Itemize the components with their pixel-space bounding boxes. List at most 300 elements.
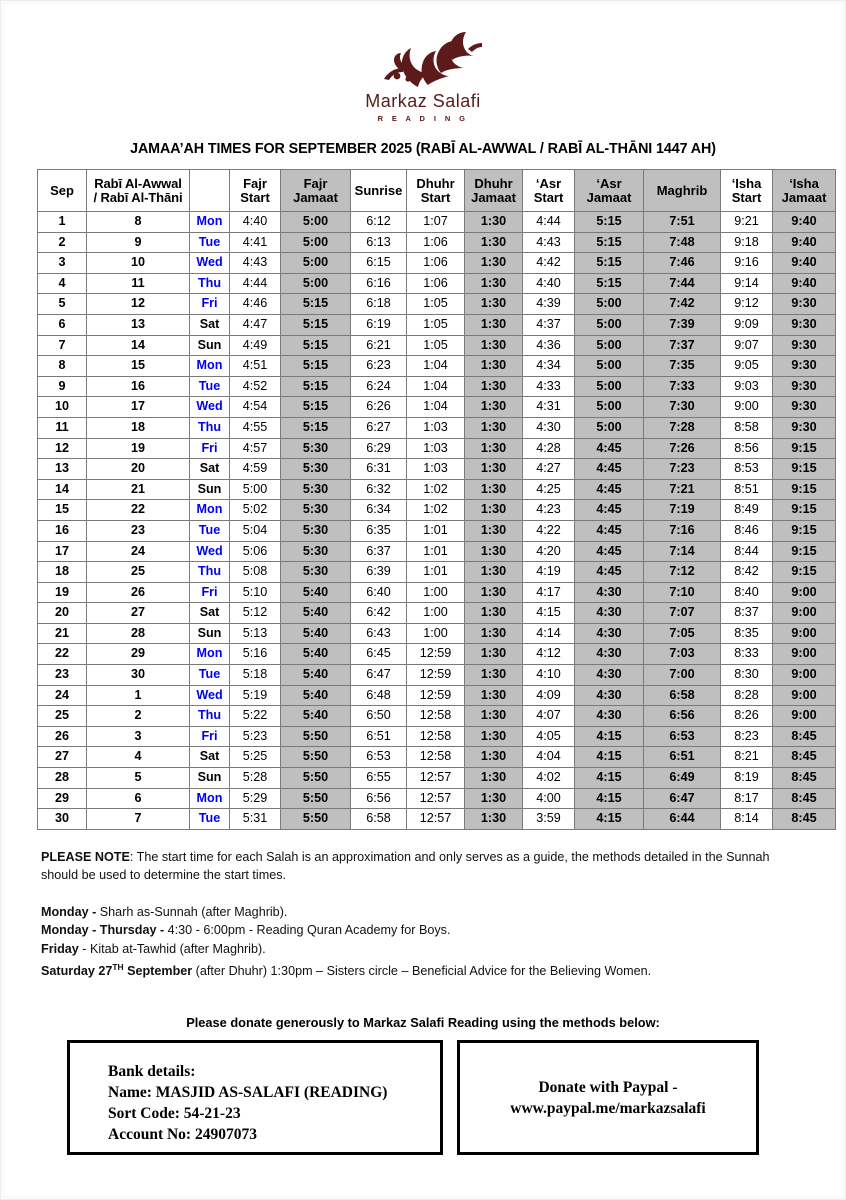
class-saturday-month: September [123, 964, 193, 979]
cell-asr-jamaat: 5:15 [575, 212, 644, 233]
cell-asr-start: 4:33 [523, 376, 575, 397]
cell-sep-day: 29 [38, 788, 87, 809]
cell-maghrib: 6:44 [644, 809, 721, 830]
cell-dhuhr-start: 12:57 [407, 788, 465, 809]
cell-asr-jamaat: 5:00 [575, 397, 644, 418]
cell-sunrise: 6:42 [351, 603, 407, 624]
table-row [38, 335, 836, 356]
cell-isha-start: 8:49 [721, 500, 773, 521]
cell-dhuhr-jamaat: 1:30 [465, 788, 523, 809]
cell-dhuhr-start: 1:06 [407, 253, 465, 274]
cell-fajr-start: 4:43 [230, 253, 281, 274]
cell-dhuhr-jamaat: 1:30 [465, 603, 523, 624]
asr-jamaat-line-1: ‘Asr [596, 175, 622, 191]
table-row [38, 562, 836, 583]
cell-isha-jamaat: 9:30 [773, 356, 836, 377]
cell-fajr-start: 4:47 [230, 314, 281, 335]
cell-asr-jamaat: 4:15 [575, 726, 644, 747]
cell-asr-start: 4:36 [523, 335, 575, 356]
cell-maghrib: 7:14 [644, 541, 721, 562]
cell-fajr-start: 5:22 [230, 706, 281, 727]
cell-fajr-jamaat: 5:40 [281, 706, 351, 727]
cell-asr-jamaat: 4:45 [575, 500, 644, 521]
cell-dhuhr-jamaat: 1:30 [465, 438, 523, 459]
cell-dhuhr-jamaat: 1:30 [465, 294, 523, 315]
cell-sunrise: 6:18 [351, 294, 407, 315]
cell-sunrise: 6:51 [351, 726, 407, 747]
cell-isha-jamaat: 9:15 [773, 562, 836, 583]
cell-hijri-day: 6 [87, 788, 190, 809]
cell-asr-jamaat: 4:30 [575, 582, 644, 603]
cell-isha-jamaat: 9:00 [773, 644, 836, 665]
cell-isha-jamaat: 9:30 [773, 376, 836, 397]
table-row [38, 603, 836, 624]
cell-day-name: Mon [190, 500, 230, 521]
col-header-maghrib: Maghrib [644, 170, 721, 212]
cell-day-name: Sun [190, 623, 230, 644]
cell-isha-jamaat: 8:45 [773, 726, 836, 747]
cell-sunrise: 6:32 [351, 479, 407, 500]
cell-fajr-jamaat: 5:40 [281, 603, 351, 624]
cell-fajr-start: 5:19 [230, 685, 281, 706]
cell-sep-day: 17 [38, 541, 87, 562]
isha-start-line-2: Start [731, 189, 762, 205]
bank-account-number: Account No: 24907073 [108, 1126, 257, 1143]
cell-asr-start: 4:43 [523, 232, 575, 253]
cell-sep-day: 28 [38, 768, 87, 789]
cell-hijri-day: 1 [87, 685, 190, 706]
cell-fajr-jamaat: 5:50 [281, 788, 351, 809]
cell-sep-day: 13 [38, 459, 87, 480]
cell-isha-start: 8:14 [721, 809, 773, 830]
cell-sep-day: 15 [38, 500, 87, 521]
cell-maghrib: 7:03 [644, 644, 721, 665]
cell-day-name: Sat [190, 747, 230, 768]
dhuhr-start-line-1: Dhuhr [416, 175, 455, 191]
cell-sunrise: 6:29 [351, 438, 407, 459]
cell-maghrib: 7:46 [644, 253, 721, 274]
cell-sep-day: 5 [38, 294, 87, 315]
cell-hijri-day: 19 [87, 438, 190, 459]
cell-sep-day: 12 [38, 438, 87, 459]
cell-maghrib: 7:35 [644, 356, 721, 377]
cell-dhuhr-start: 12:57 [407, 809, 465, 830]
logo-wordmark: Markaz Salafi [365, 91, 481, 111]
asr-start-line-2: Start [533, 189, 564, 205]
cell-isha-start: 8:19 [721, 768, 773, 789]
cell-asr-jamaat: 4:30 [575, 603, 644, 624]
cell-dhuhr-start: 1:05 [407, 294, 465, 315]
cell-asr-jamaat: 4:45 [575, 479, 644, 500]
cell-sunrise: 6:21 [351, 335, 407, 356]
cell-fajr-jamaat: 5:40 [281, 582, 351, 603]
cell-asr-jamaat: 5:15 [575, 273, 644, 294]
cell-dhuhr-jamaat: 1:30 [465, 644, 523, 665]
cell-day-name: Fri [190, 294, 230, 315]
cell-dhuhr-jamaat: 1:30 [465, 685, 523, 706]
cell-hijri-day: 28 [87, 623, 190, 644]
cell-dhuhr-start: 1:02 [407, 479, 465, 500]
cell-fajr-start: 5:29 [230, 788, 281, 809]
cell-dhuhr-jamaat: 1:30 [465, 397, 523, 418]
table-row [38, 520, 836, 541]
cell-sep-day: 30 [38, 809, 87, 830]
cell-asr-start: 4:42 [523, 253, 575, 274]
cell-sunrise: 6:23 [351, 356, 407, 377]
col-header-fajr-jamaat [281, 170, 351, 212]
class-monday-text: Sharh as-Sunnah (after Maghrib). [96, 904, 288, 919]
cell-hijri-day: 21 [87, 479, 190, 500]
cell-dhuhr-start: 1:04 [407, 356, 465, 377]
cell-dhuhr-jamaat: 1:30 [465, 273, 523, 294]
cell-fajr-start: 4:52 [230, 376, 281, 397]
cell-maghrib: 7:05 [644, 623, 721, 644]
cell-dhuhr-jamaat: 1:30 [465, 562, 523, 583]
cell-day-name: Fri [190, 582, 230, 603]
cell-isha-start: 8:37 [721, 603, 773, 624]
col-header-dhuhr-start [407, 170, 465, 212]
cell-maghrib: 7:26 [644, 438, 721, 459]
cell-isha-start: 8:56 [721, 438, 773, 459]
cell-dhuhr-start: 1:01 [407, 520, 465, 541]
fajr-start-line-2: Start [240, 189, 270, 205]
cell-sunrise: 6:35 [351, 520, 407, 541]
cell-sunrise: 6:27 [351, 417, 407, 438]
cell-fajr-jamaat: 5:00 [281, 273, 351, 294]
cell-fajr-jamaat: 5:40 [281, 685, 351, 706]
cell-fajr-start: 5:04 [230, 520, 281, 541]
cell-isha-start: 8:44 [721, 541, 773, 562]
cell-isha-start: 8:21 [721, 747, 773, 768]
cell-sep-day: 8 [38, 356, 87, 377]
cell-hijri-day: 10 [87, 253, 190, 274]
cell-fajr-start: 5:02 [230, 500, 281, 521]
cell-dhuhr-jamaat: 1:30 [465, 809, 523, 830]
donate-boxes [67, 1040, 799, 1155]
cell-fajr-jamaat: 5:50 [281, 809, 351, 830]
table-row [38, 438, 836, 459]
cell-asr-start: 4:10 [523, 665, 575, 686]
cell-asr-jamaat: 4:15 [575, 768, 644, 789]
cell-maghrib: 7:39 [644, 314, 721, 335]
cell-fajr-jamaat: 5:15 [281, 314, 351, 335]
fajr-start-line-1: Fajr [243, 175, 267, 191]
cell-dhuhr-start: 1:05 [407, 314, 465, 335]
cell-sep-day: 3 [38, 253, 87, 274]
cell-hijri-day: 3 [87, 726, 190, 747]
cell-hijri-day: 15 [87, 356, 190, 377]
cell-asr-start: 4:34 [523, 356, 575, 377]
table-row [38, 397, 836, 418]
class-line-monday-thursday [41, 921, 805, 940]
cell-fajr-start: 5:06 [230, 541, 281, 562]
cell-isha-start: 8:35 [721, 623, 773, 644]
bank-details-box [67, 1040, 443, 1155]
cell-dhuhr-start: 12:58 [407, 726, 465, 747]
cell-dhuhr-jamaat: 1:30 [465, 479, 523, 500]
cell-fajr-jamaat: 5:15 [281, 335, 351, 356]
cell-fajr-jamaat: 5:40 [281, 665, 351, 686]
cell-isha-jamaat: 8:45 [773, 809, 836, 830]
cell-isha-start: 8:58 [721, 417, 773, 438]
table-row [38, 541, 836, 562]
cell-isha-start: 9:12 [721, 294, 773, 315]
cell-asr-start: 4:23 [523, 500, 575, 521]
cell-sunrise: 6:31 [351, 459, 407, 480]
isha-jamaat-line-2: Jamaat [781, 189, 827, 205]
cell-dhuhr-jamaat: 1:30 [465, 541, 523, 562]
cell-asr-start: 3:59 [523, 809, 575, 830]
class-mon-thu-text: 4:30 - 6:00pm - Reading Quran Academy for Boys. [164, 923, 451, 938]
cell-asr-jamaat: 4:15 [575, 788, 644, 809]
cell-hijri-day: 24 [87, 541, 190, 562]
cell-dhuhr-start: 12:58 [407, 706, 465, 727]
cell-maghrib: 7:23 [644, 459, 721, 480]
cell-asr-jamaat: 4:45 [575, 541, 644, 562]
cell-sunrise: 6:37 [351, 541, 407, 562]
cell-sep-day: 26 [38, 726, 87, 747]
class-friday-label: Friday [41, 941, 79, 956]
cell-fajr-jamaat: 5:15 [281, 376, 351, 397]
cell-dhuhr-start: 1:03 [407, 438, 465, 459]
cell-isha-jamaat: 9:30 [773, 417, 836, 438]
cell-sep-day: 11 [38, 417, 87, 438]
cell-sunrise: 6:26 [351, 397, 407, 418]
cell-sunrise: 6:19 [351, 314, 407, 335]
cell-asr-start: 4:04 [523, 747, 575, 768]
cell-day-name: Sat [190, 314, 230, 335]
cell-dhuhr-start: 1:07 [407, 212, 465, 233]
cell-asr-start: 4:07 [523, 706, 575, 727]
cell-fajr-jamaat: 5:30 [281, 500, 351, 521]
cell-hijri-day: 26 [87, 582, 190, 603]
cell-dhuhr-jamaat: 1:30 [465, 582, 523, 603]
cell-sunrise: 6:55 [351, 768, 407, 789]
cell-isha-start: 8:42 [721, 562, 773, 583]
col-header-day [190, 170, 230, 212]
cell-fajr-jamaat: 5:30 [281, 479, 351, 500]
page-title: JAMAA’AH TIMES FOR SEPTEMBER 2025 (RABĪ AL-AWWAL / RABĪ AL-THĀNI 1447 AH) [130, 141, 716, 157]
cell-fajr-jamaat: 5:15 [281, 294, 351, 315]
table-header-row [38, 170, 836, 212]
cell-day-name: Sun [190, 479, 230, 500]
cell-isha-jamaat: 9:30 [773, 397, 836, 418]
cell-asr-jamaat: 4:15 [575, 747, 644, 768]
cell-hijri-day: 5 [87, 768, 190, 789]
cell-isha-jamaat: 9:00 [773, 685, 836, 706]
fajr-jamaat-line-1: Fajr [303, 175, 328, 191]
cell-isha-start: 9:05 [721, 356, 773, 377]
table-row [38, 314, 836, 335]
cell-asr-jamaat: 5:00 [575, 294, 644, 315]
cell-asr-jamaat: 4:30 [575, 623, 644, 644]
cell-isha-jamaat: 9:15 [773, 520, 836, 541]
cell-asr-jamaat: 5:00 [575, 314, 644, 335]
cell-asr-start: 4:22 [523, 520, 575, 541]
table-row [38, 644, 836, 665]
cell-fajr-start: 5:12 [230, 603, 281, 624]
prayer-times-body [38, 212, 836, 830]
cell-sep-day: 7 [38, 335, 87, 356]
cell-fajr-start: 5:13 [230, 623, 281, 644]
table-row [38, 726, 836, 747]
cell-asr-start: 4:00 [523, 788, 575, 809]
table-row [38, 479, 836, 500]
cell-maghrib: 6:49 [644, 768, 721, 789]
cell-sunrise: 6:40 [351, 582, 407, 603]
cell-sep-day: 22 [38, 644, 87, 665]
fajr-jamaat-line-2: Jamaat [293, 189, 338, 205]
class-line-saturday [41, 958, 805, 981]
cell-day-name: Tue [190, 665, 230, 686]
cell-dhuhr-jamaat: 1:30 [465, 500, 523, 521]
cell-isha-jamaat: 9:00 [773, 603, 836, 624]
cell-maghrib: 7:33 [644, 376, 721, 397]
cell-fajr-jamaat: 5:50 [281, 768, 351, 789]
cell-hijri-day: 20 [87, 459, 190, 480]
cell-dhuhr-jamaat: 1:30 [465, 417, 523, 438]
cell-isha-start: 8:17 [721, 788, 773, 809]
cell-asr-jamaat: 5:00 [575, 417, 644, 438]
cell-hijri-day: 23 [87, 520, 190, 541]
cell-sunrise: 6:47 [351, 665, 407, 686]
cell-isha-start: 8:28 [721, 685, 773, 706]
cell-day-name: Wed [190, 685, 230, 706]
cell-dhuhr-jamaat: 1:30 [465, 376, 523, 397]
cell-sunrise: 6:50 [351, 706, 407, 727]
paypal-link[interactable]: www.paypal.me/markazsalafi [510, 1099, 706, 1117]
cell-dhuhr-start: 1:00 [407, 582, 465, 603]
cell-fajr-jamaat: 5:30 [281, 541, 351, 562]
cell-day-name: Thu [190, 417, 230, 438]
cell-isha-jamaat: 9:15 [773, 438, 836, 459]
cell-hijri-day: 12 [87, 294, 190, 315]
cell-maghrib: 7:30 [644, 397, 721, 418]
cell-sunrise: 6:48 [351, 685, 407, 706]
cell-isha-start: 9:00 [721, 397, 773, 418]
cell-sunrise: 6:58 [351, 809, 407, 830]
cell-fajr-jamaat: 5:30 [281, 459, 351, 480]
cell-sunrise: 6:34 [351, 500, 407, 521]
cell-asr-start: 4:05 [523, 726, 575, 747]
timetable-container [37, 169, 827, 830]
cell-asr-start: 4:31 [523, 397, 575, 418]
cell-day-name: Fri [190, 438, 230, 459]
cell-asr-start: 4:27 [523, 459, 575, 480]
cell-isha-jamaat: 9:40 [773, 232, 836, 253]
cell-isha-start: 9:14 [721, 273, 773, 294]
cell-fajr-jamaat: 5:15 [281, 417, 351, 438]
cell-day-name: Sat [190, 459, 230, 480]
cell-maghrib: 7:21 [644, 479, 721, 500]
cell-fajr-jamaat: 5:30 [281, 438, 351, 459]
cell-dhuhr-start: 1:05 [407, 335, 465, 356]
cell-isha-start: 8:53 [721, 459, 773, 480]
cell-asr-start: 4:39 [523, 294, 575, 315]
cell-dhuhr-start: 1:03 [407, 417, 465, 438]
cell-day-name: Thu [190, 273, 230, 294]
cell-asr-start: 4:44 [523, 212, 575, 233]
cell-isha-jamaat: 9:15 [773, 459, 836, 480]
cell-dhuhr-start: 1:01 [407, 541, 465, 562]
cell-fajr-start: 5:25 [230, 747, 281, 768]
table-row [38, 685, 836, 706]
cell-isha-jamaat: 9:00 [773, 706, 836, 727]
cell-dhuhr-jamaat: 1:30 [465, 459, 523, 480]
cell-isha-jamaat: 9:15 [773, 479, 836, 500]
class-saturday-label: Saturday 27 [41, 964, 113, 979]
cell-fajr-jamaat: 5:15 [281, 356, 351, 377]
cell-sep-day: 27 [38, 747, 87, 768]
cell-sep-day: 20 [38, 603, 87, 624]
cell-day-name: Mon [190, 212, 230, 233]
paypal-box[interactable] [457, 1040, 759, 1155]
cell-asr-jamaat: 5:00 [575, 335, 644, 356]
hijri-line-1: Rabī Al-Awwal [94, 175, 182, 191]
cell-isha-jamaat: 9:00 [773, 623, 836, 644]
cell-asr-start: 4:09 [523, 685, 575, 706]
cell-asr-start: 4:14 [523, 623, 575, 644]
cell-isha-jamaat: 9:40 [773, 253, 836, 274]
cell-sunrise: 6:45 [351, 644, 407, 665]
table-row [38, 747, 836, 768]
cell-dhuhr-start: 1:00 [407, 603, 465, 624]
masjid-logo [1, 1, 845, 123]
cell-fajr-start: 4:41 [230, 232, 281, 253]
cell-dhuhr-jamaat: 1:30 [465, 232, 523, 253]
cell-dhuhr-jamaat: 1:30 [465, 314, 523, 335]
cell-fajr-start: 4:49 [230, 335, 281, 356]
cell-maghrib: 6:58 [644, 685, 721, 706]
cell-fajr-start: 4:51 [230, 356, 281, 377]
cell-asr-jamaat: 4:30 [575, 644, 644, 665]
cell-maghrib: 7:48 [644, 232, 721, 253]
cell-sunrise: 6:12 [351, 212, 407, 233]
cell-dhuhr-start: 12:59 [407, 665, 465, 686]
cell-isha-start: 8:23 [721, 726, 773, 747]
cell-dhuhr-jamaat: 1:30 [465, 335, 523, 356]
col-header-isha-jamaat [773, 170, 836, 212]
cell-dhuhr-start: 1:01 [407, 562, 465, 583]
cell-isha-jamaat: 8:45 [773, 747, 836, 768]
cell-dhuhr-jamaat: 1:30 [465, 520, 523, 541]
cell-dhuhr-jamaat: 1:30 [465, 623, 523, 644]
asr-start-line-1: ‘Asr [535, 175, 562, 191]
cell-dhuhr-start: 12:58 [407, 747, 465, 768]
cell-isha-start: 8:46 [721, 520, 773, 541]
cell-fajr-jamaat: 5:00 [281, 232, 351, 253]
isha-jamaat-line-1: ‘Isha [789, 175, 819, 191]
cell-isha-start: 8:40 [721, 582, 773, 603]
table-row [38, 356, 836, 377]
cell-fajr-start: 4:55 [230, 417, 281, 438]
cell-fajr-jamaat: 5:30 [281, 520, 351, 541]
cell-fajr-start: 5:16 [230, 644, 281, 665]
cell-fajr-jamaat: 5:30 [281, 562, 351, 583]
col-header-sep: Sep [38, 170, 87, 212]
cell-dhuhr-start: 12:59 [407, 644, 465, 665]
table-row [38, 665, 836, 686]
cell-isha-start: 8:33 [721, 644, 773, 665]
cell-dhuhr-jamaat: 1:30 [465, 253, 523, 274]
cell-asr-jamaat: 5:00 [575, 376, 644, 397]
table-row [38, 623, 836, 644]
cell-hijri-day: 14 [87, 335, 190, 356]
cell-sep-day: 23 [38, 665, 87, 686]
cell-dhuhr-jamaat: 1:30 [465, 665, 523, 686]
cell-sep-day: 18 [38, 562, 87, 583]
cell-fajr-start: 5:00 [230, 479, 281, 500]
